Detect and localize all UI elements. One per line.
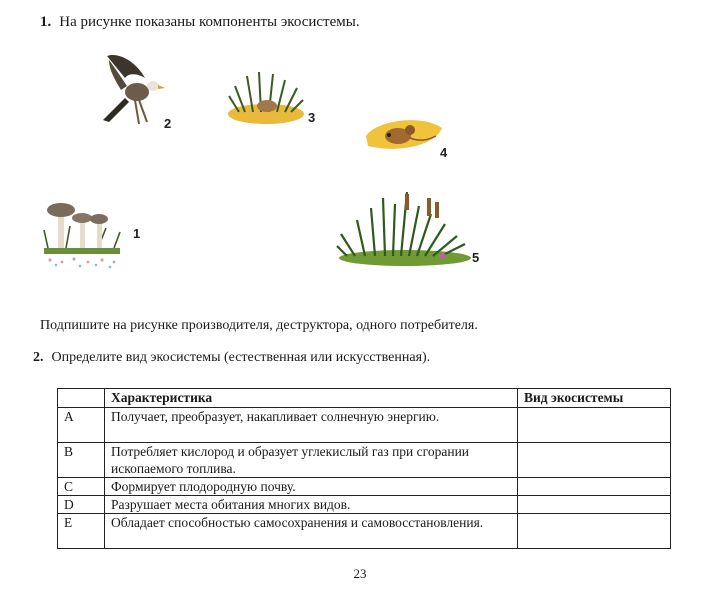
question-2 [33,350,430,366]
question-1 [40,14,360,31]
bird-of-prey-icon [95,50,170,140]
row-letter: В [58,443,105,478]
row-letter: А [58,408,105,443]
answer-cell[interactable] [518,478,671,496]
question-1-text: На рисунке показаны компоненты экосистемы. [59,14,360,30]
header-ecosystem-kind: Вид экосистемы [518,389,671,408]
table-row [58,443,671,478]
row-letter: С [58,478,105,496]
table-header-row [58,389,671,408]
page-number: 23 [353,566,367,581]
figure-label-1: 1 [133,226,141,241]
task-text: Подпишите на рисунке производителя, деструктора, одного потребителя. [40,318,478,333]
row-characteristic: Обладает способностью самосохранения и самовосстановления. [105,514,518,549]
table-row [58,408,671,443]
row-characteristic: Получает, преобразует, накапливает солнечную энергию. [105,408,518,443]
figure-label-2: 2 [164,116,172,131]
figure-label-4: 4 [440,145,448,160]
mouse-icon [362,112,446,156]
row-characteristic: Формирует плодородную почву. [105,478,518,496]
figure-label-3: 3 [308,110,316,125]
row-characteristic: Разрушает места обитания многих видов. [105,496,518,514]
table-row [58,496,671,514]
answer-cell[interactable] [518,443,671,478]
header-characteristic: Характеристика [105,389,518,408]
row-characteristic: Потребляет кислород и образует углекислый газ при сгорании ископаемого топлива. [105,443,518,478]
table-row [58,478,671,496]
row-letter: Е [58,514,105,549]
question-2-number: 2. [33,350,44,365]
ecosystem-table [57,388,671,549]
question-2-text: Определите вид экосистемы (естественная или искусственная). [51,350,431,365]
grass-nest-icon [225,66,307,128]
answer-cell[interactable] [518,408,671,443]
question-1-number: 1. [40,14,52,30]
row-letter: D [58,496,105,514]
table-row [58,514,671,549]
header-letter [58,389,105,408]
answer-cell[interactable] [518,514,671,549]
mushrooms-icon [40,196,125,272]
figure-label-5: 5 [472,250,480,265]
answer-cell[interactable] [518,496,671,514]
grass-clump-icon [335,184,475,270]
